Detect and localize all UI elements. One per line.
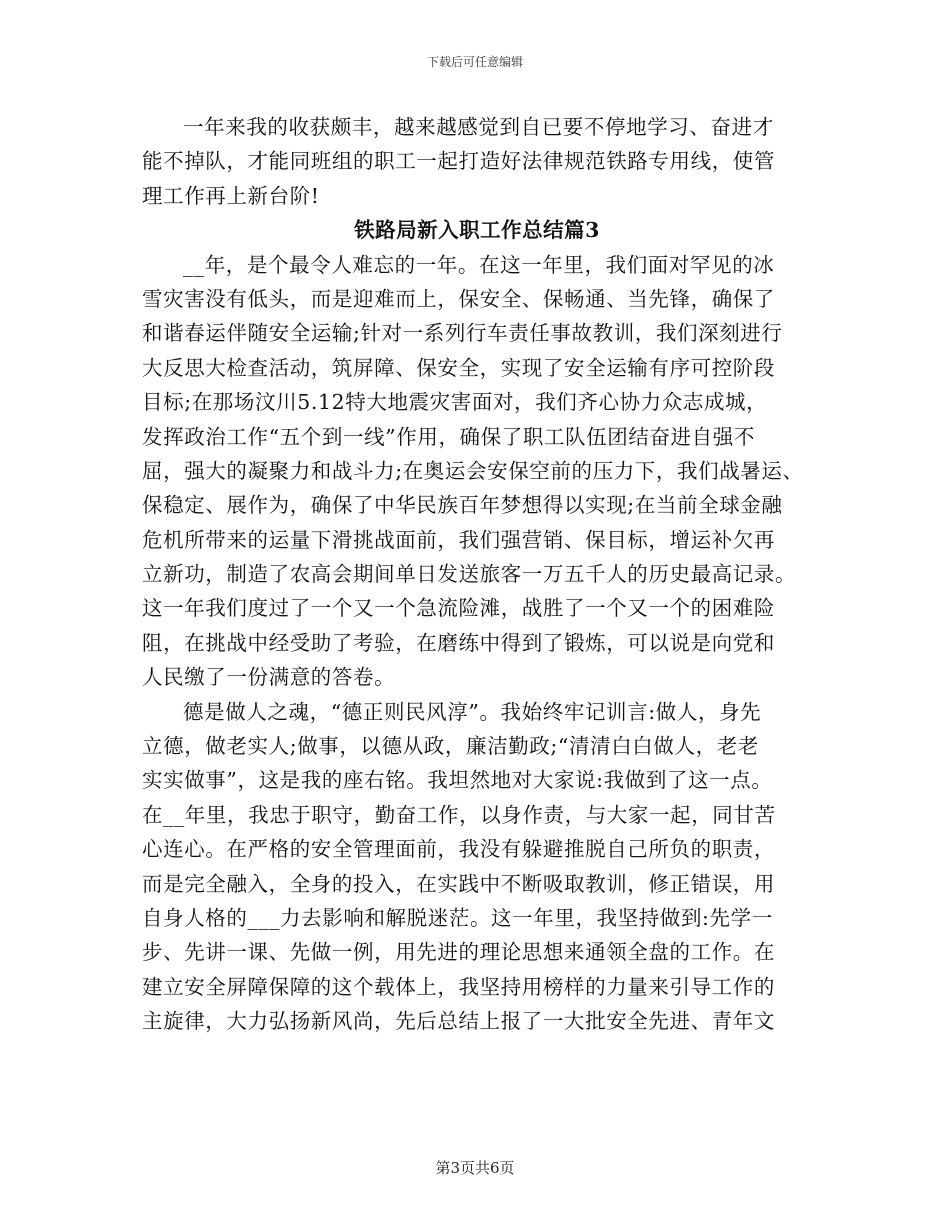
paragraph-3-line: 实实做事”，这是我的座右铭。我坦然地对大家说:我做到了这一点。 (142, 768, 773, 793)
paragraph-3-line: 建立安全屏障保障的这个载体上，我坚持用榜样的力量来引导工作的 (142, 974, 775, 999)
paragraph-1-line: 理工作再上新台阶! (142, 183, 320, 208)
paragraph-2-line: 和谐春运伴随安全运输;针对一系列行车责任事故教训，我们深刻进行 (142, 321, 783, 346)
paragraph-2-line: 保稳定、展作为，确保了中华民族百年梦想得以实现;在当前全球金融 (142, 493, 783, 518)
paragraph-3-line: 而是完全融入，全身的投入，在实践中不断吸取教训，修正错误，用 (142, 871, 775, 896)
paragraph-3-line: 主旋律，大力弘扬新风尚，先后总结上报了一大批安全先进、青年文 (142, 1009, 775, 1034)
paragraph-3-line: 心连心。在严格的安全管理面前，我没有躲避推脱自己所负的职责， (142, 837, 775, 862)
paragraph-2-line: 大反思大检查活动，筑屏障、保安全，实现了安全运输有序可控阶段 (142, 355, 775, 380)
paragraph-3-line: 步、先讲一课、先做一例，用先进的理论思想来通领全盘的工作。在 (142, 940, 775, 965)
paragraph-2-line: 雪灾害没有低头，而是迎难而上，保安全、保畅通、当先锋，确保了 (142, 286, 775, 311)
paragraph-2-line: __年，是个最令人难忘的一年。在这一年里，我们面对罕见的冰 (183, 252, 775, 277)
paragraph-3-line: 在__年里，我忠于职守，勤奋工作，以身作责，与大家一起，同甘苦 (142, 802, 776, 827)
paragraph-2-line: 立新功，制造了农高会期间单日发送旅客一万五千人的历史最高记录。 (142, 562, 797, 587)
paragraph-3-line: 立德，做老实人;做事，以德从政，廉洁勤政;“清清白白做人，老老 (142, 734, 759, 759)
paragraph-2-line: 危机所带来的运量下滑挑战面前，我们强营销、保目标，增运补欠再 (142, 527, 775, 552)
paragraph-3-line: 德是做人之魂，“德正则民风淳”。我始终牢记训言:做人，身先 (183, 699, 762, 724)
section-title: 铁路局新入职工作总结篇3 (354, 218, 600, 243)
paragraph-2-line: 人民缴了一份满意的答卷。 (142, 665, 396, 690)
paragraph-2-line: 发挥政治工作“五个到一线”作用，确保了职工队伍团结奋进自强不 (142, 424, 755, 449)
page-number: 第3页共6页 (435, 1159, 515, 1177)
page-header-note: 下载后可任意编辑 (426, 55, 523, 69)
paragraph-1-line: 能不掉队，才能同班组的职工一起打造好法律规范铁路专用线，使管 (142, 149, 775, 174)
paragraph-2-line: 屈，强大的凝聚力和战斗力;在奥运会安保空前的压力下，我们战暑运、 (142, 458, 804, 483)
paragraph-1-line: 一年来我的收获颇丰，越来越感觉到自已要不停地学习、奋进才 (183, 115, 774, 139)
paragraph-2-line: 阻，在挑战中经受助了考验，在磨练中得到了锻炼，可以说是向党和 (142, 630, 775, 655)
paragraph-2-line: 这一年我们度过了一个又一个急流险滩，战胜了一个又一个的困难险 (142, 596, 775, 621)
paragraph-2-line: 目标;在那场汶川5.12特大地震灾害面对，我们齐心协力众志成城， (142, 390, 768, 415)
document-body (142, 110, 812, 1039)
paragraph-3-line: 自身人格的___力去影响和解脱迷茫。这一年里，我坚持做到:先学一 (142, 905, 773, 930)
